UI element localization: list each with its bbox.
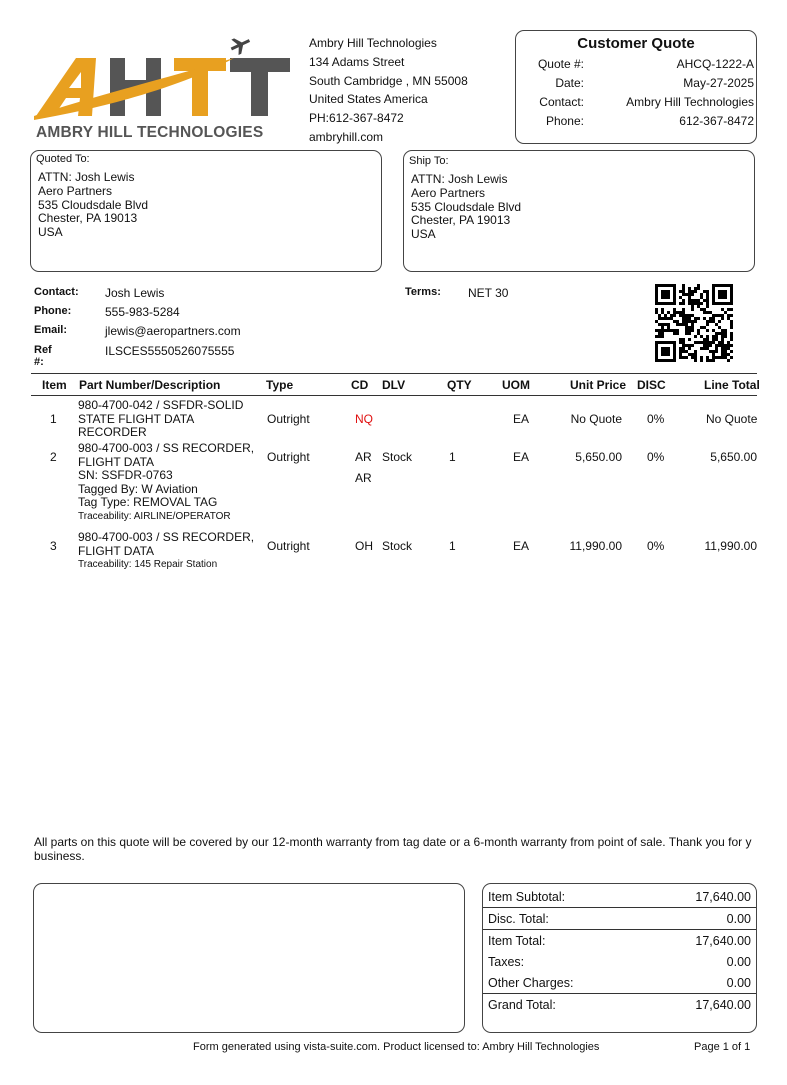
col-item-header: Item [42, 378, 67, 392]
company-street: 134 Adams Street [309, 54, 405, 69]
ship-to-company: Aero Partners [411, 185, 486, 200]
logo-company-name: AMBRY HILL TECHNOLOGIES [36, 124, 264, 141]
condition-code: NQ [355, 412, 373, 426]
col-unit-price-header: Unit Price [570, 378, 627, 392]
company-web: ambryhill.com [309, 129, 384, 144]
totals-row: Taxes: 0.00 [488, 954, 751, 969]
page-number: Page 1 of 1 [694, 1041, 751, 1053]
quoted-to-attn: ATTN: Josh Lewis [38, 170, 135, 184]
company-logo [34, 38, 296, 142]
ref-number: ILSCES5550526075555 [105, 344, 235, 358]
grand-total-row: Grand Total: 17,640.00 [483, 994, 756, 1016]
totals-row: Item Subtotal: 17,640.00 [488, 889, 751, 904]
company-city: South Cambridge , MN 55008 [309, 73, 468, 88]
quote-row: Date: May-27-2025 [555, 76, 754, 90]
table-header-bottom-line [31, 395, 757, 396]
contact-phone: 555-983-5284 [105, 305, 180, 319]
terms-label: Terms: [405, 286, 441, 298]
totals-row: Disc. Total: 0.00 [483, 908, 756, 930]
totals-box [482, 883, 757, 1033]
quoted-to-city: Chester, PA 19013 [38, 211, 138, 226]
contact-name: Josh Lewis [105, 286, 165, 300]
quote-rows [516, 57, 756, 133]
condition-code: AR [355, 450, 372, 464]
totals-row: Item Total: 17,640.00 [483, 930, 756, 952]
quoted-to-heading: Quoted To: [36, 153, 90, 165]
table-row: 3 980-4700-003 / SS RECORDER, FLIGHT DATA Traceability: 145 Repair Station Outright OH Stock 1 EA 11,990.00 0% 11,990.00 [50, 530, 757, 570]
ship-to-country: USA [411, 227, 436, 242]
terms-value: NET 30 [468, 286, 509, 300]
col-disc-header: DISC [637, 378, 666, 392]
col-line-total-header: Line Total [704, 378, 760, 392]
ship-to-box [403, 150, 755, 272]
warranty-note: All parts on this quote will be covered by our 12-month warranty from tag date or a 6-month warranty from point of sale. Thank you for y business. [34, 835, 752, 863]
quoted-to-street: 535 Cloudsdale Blvd [38, 197, 149, 212]
quoted-to-company: Aero Partners [38, 183, 113, 198]
company-name: Ambry Hill Technologies [309, 36, 437, 50]
table-row: 2 980-4700-003 / SS RECORDER, FLIGHT DATA SN: SSFDR-0763 Tagged By: W Aviation Tag Type: REMOVAL TAG Traceability: AIRLINE/OPERATOR Outright AR AR Stock 1 EA 5,650.00 0% 5,650.00 [50, 441, 757, 522]
ship-to-heading: Ship To: [409, 155, 449, 167]
quote-info-box [515, 30, 757, 144]
part-description: 980-4700-042 / SSFDR-SOLID STATE FLIGHT DATA RECORDER [78, 398, 244, 439]
condition-code-2: AR [355, 471, 372, 485]
col-uom-header: UOM [502, 378, 530, 392]
company-address [309, 34, 468, 147]
col-type-header: Type [266, 378, 294, 392]
totals-table [483, 886, 756, 1015]
contact-email: jlewis@aeropartners.com [105, 324, 241, 338]
company-phone: PH:612-367-8472 [309, 111, 404, 126]
col-cd-header: CD [351, 378, 369, 392]
quoted-to-country: USA [38, 225, 63, 240]
quote-row: Contact: Ambry Hill Technologies [539, 95, 754, 109]
quote-title: Customer Quote [577, 35, 695, 52]
ship-to-street: 535 Cloudsdale Blvd [411, 199, 522, 214]
ship-to-city: Chester, PA 19013 [411, 213, 511, 228]
col-part-header: Part Number/Description [79, 378, 221, 392]
col-dlv-header: DLV [382, 378, 406, 392]
ship-to-attn: ATTN: Josh Lewis [411, 172, 508, 186]
company-country: United States America [309, 92, 428, 107]
qr-code-icon [655, 284, 733, 362]
table-header-line [31, 373, 757, 374]
condition-code: OH [355, 539, 373, 553]
quoted-to-box [30, 150, 382, 272]
table-row: 1 980-4700-042 / SSFDR-SOLID STATE FLIGHT DATA RECORDER Outright NQ EA No Quote 0% No Quote [50, 398, 758, 439]
part-description: 980-4700-003 / SS RECORDER, FLIGHT DATA Traceability: 145 Repair Station [78, 530, 255, 570]
footer-generated: Form generated using vista-suite.com. Product licensed to: Ambry Hill Technologies [193, 1041, 600, 1053]
table-header [0, 378, 787, 394]
totals-row: Other Charges: 0.00 [488, 975, 751, 990]
quote-row: Quote #: AHCQ-1222-A [537, 57, 754, 71]
quote-row: Phone: 612-367-8472 [545, 114, 754, 128]
notes-box [33, 883, 465, 1033]
col-qty-header: QTY [447, 378, 472, 392]
part-description: 980-4700-003 / SS RECORDER, FLIGHT DATA SN: SSFDR-0763 Tagged By: W Aviation Tag Type: REMOVAL TAG Traceability: AIRLINE/OPERATOR [78, 441, 255, 522]
